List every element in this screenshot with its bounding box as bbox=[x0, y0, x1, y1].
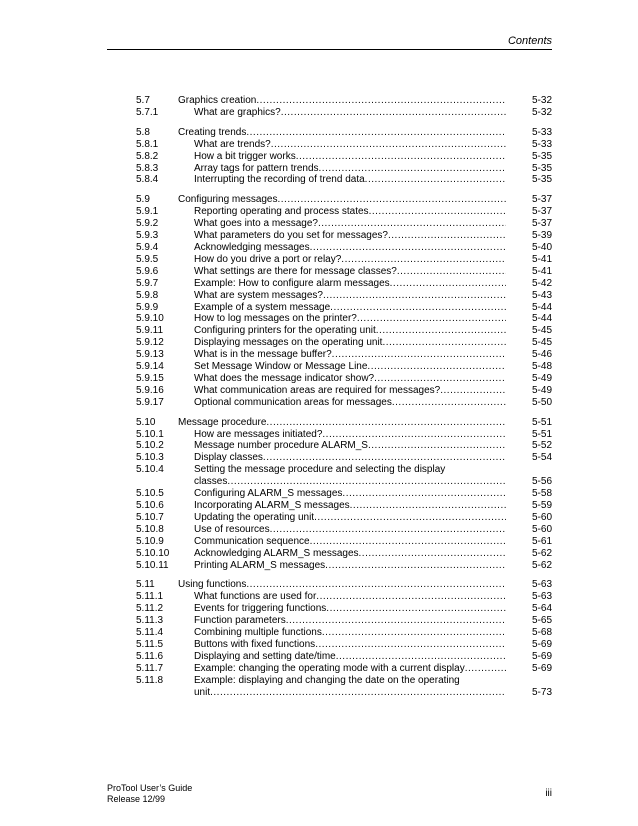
toc-entry-page: 5-43 bbox=[531, 289, 552, 301]
toc-entry-page: 5-63 bbox=[531, 579, 552, 591]
toc-entry-number: 5.8.3 bbox=[136, 162, 159, 174]
toc-entry-page: 5-51 bbox=[531, 416, 552, 428]
toc-entry[interactable] bbox=[136, 579, 552, 591]
toc-entry-title-wrap bbox=[178, 397, 506, 409]
toc-entry-title: What does the message indicator show? bbox=[194, 372, 375, 384]
toc-entry-page: 5-44 bbox=[531, 301, 552, 313]
toc-entry[interactable] bbox=[136, 163, 552, 175]
toc-entry-number: 5.11.7 bbox=[136, 662, 164, 674]
toc-entry-number: 5.11 bbox=[136, 579, 155, 591]
toc-entry-number: 5.9.10 bbox=[136, 313, 164, 325]
toc-entry[interactable] bbox=[136, 429, 552, 441]
toc-section bbox=[136, 417, 552, 572]
header-divider bbox=[107, 49, 552, 50]
toc-entry-page: 5-37 bbox=[531, 194, 552, 206]
toc-entry-title: Message number procedure ALARM_S bbox=[194, 440, 368, 452]
dot-leader bbox=[210, 687, 506, 699]
toc-entry[interactable] bbox=[136, 107, 552, 119]
toc-entry[interactable] bbox=[136, 266, 552, 278]
toc-entry-title-wrap bbox=[178, 548, 506, 560]
toc-entry-page: 5-35 bbox=[531, 162, 552, 174]
toc-entry[interactable] bbox=[136, 440, 552, 452]
toc-entry[interactable] bbox=[136, 591, 552, 603]
toc-entry[interactable] bbox=[136, 302, 552, 314]
toc-entry-page: 5-60 bbox=[531, 523, 552, 535]
toc-entry-title: Interrupting the recording of trend data bbox=[194, 174, 365, 186]
toc-entry-title: Displaying messages on the operating unit bbox=[194, 337, 383, 349]
dot-leader bbox=[310, 242, 506, 254]
toc-entry-page: 5-49 bbox=[531, 372, 552, 384]
toc-entry-title: Example: changing the operating mode with a current display bbox=[194, 662, 465, 674]
toc-entry-title-wrap bbox=[178, 95, 506, 107]
dot-leader bbox=[388, 230, 506, 242]
toc-entry[interactable] bbox=[136, 524, 552, 536]
toc-entry-title: Configuring printers for the operating unit bbox=[194, 325, 376, 337]
dot-leader bbox=[323, 290, 506, 302]
toc-section bbox=[136, 579, 552, 698]
toc-entry-page: 5-62 bbox=[531, 547, 552, 559]
toc-entry-page: 5-37 bbox=[531, 218, 552, 230]
toc-entry-number: 5.9.5 bbox=[136, 253, 159, 265]
dot-leader bbox=[314, 512, 506, 524]
dot-leader bbox=[325, 560, 506, 572]
toc-entry-title: Configuring ALARM_S messages bbox=[194, 488, 343, 500]
footer-info bbox=[107, 783, 192, 805]
toc-entry-page: 5-56 bbox=[531, 476, 552, 488]
toc-entry[interactable] bbox=[136, 397, 552, 409]
toc-entry-title: Combining multiple functions bbox=[194, 627, 322, 639]
toc-entry-title-wrap bbox=[178, 194, 506, 206]
toc-entry-page: 5-41 bbox=[531, 265, 552, 277]
toc-entry-number: 5.9.16 bbox=[136, 384, 164, 396]
dot-leader bbox=[316, 591, 506, 603]
toc-entry[interactable] bbox=[136, 560, 552, 572]
toc-entry-title: Communication sequence bbox=[194, 535, 310, 547]
toc-entry[interactable] bbox=[136, 373, 552, 385]
dot-leader bbox=[281, 107, 506, 119]
toc-entry[interactable] bbox=[136, 139, 552, 151]
toc-entry[interactable] bbox=[136, 675, 552, 699]
toc-entry-number: 5.10.3 bbox=[136, 452, 164, 464]
dot-leader bbox=[326, 603, 506, 615]
toc-entry-page: 5-45 bbox=[531, 337, 552, 349]
toc-entry-page: 5-33 bbox=[531, 138, 552, 150]
dot-leader bbox=[341, 254, 506, 266]
toc-entry-number: 5.11.3 bbox=[136, 615, 164, 627]
toc-entry-title-wrap bbox=[178, 385, 506, 397]
toc-entry-title-wrap bbox=[178, 230, 506, 242]
footer-page-number: iii bbox=[545, 788, 552, 799]
toc-entry-title-wrap bbox=[178, 603, 506, 615]
dot-leader bbox=[367, 361, 506, 373]
toc-entry-page: 5-64 bbox=[531, 603, 552, 615]
toc-entry-number: 5.9.8 bbox=[136, 289, 159, 301]
toc-entry-number: 5.9.7 bbox=[136, 277, 159, 289]
toc-entry[interactable] bbox=[136, 627, 552, 639]
dot-leader bbox=[227, 476, 506, 488]
toc-entry-number: 5.8.2 bbox=[136, 150, 159, 162]
toc-entry-title: What are trends? bbox=[194, 138, 271, 150]
dot-leader bbox=[271, 139, 506, 151]
toc-entry-number: 5.9.17 bbox=[136, 396, 164, 408]
dot-leader bbox=[390, 278, 506, 290]
toc-entry-title-wrap bbox=[178, 417, 506, 429]
toc-entry[interactable] bbox=[136, 536, 552, 548]
toc-entry[interactable] bbox=[136, 361, 552, 373]
toc-entry-title: How are messages initiated? bbox=[194, 428, 323, 440]
toc-entry-title: How do you drive a port or relay? bbox=[194, 253, 342, 265]
toc-entry-page: 5-32 bbox=[531, 106, 552, 118]
dot-leader bbox=[465, 663, 506, 675]
toc-entry-page: 5-73 bbox=[531, 686, 552, 698]
toc-entry[interactable] bbox=[136, 464, 552, 488]
toc-entry-title-wrap bbox=[178, 174, 506, 186]
toc-entry-number: 5.9.3 bbox=[136, 230, 159, 242]
dot-leader bbox=[246, 127, 506, 139]
toc-entry-title-wrap bbox=[178, 242, 506, 254]
toc-entry-multiline bbox=[194, 464, 506, 488]
toc-entry-title: How a bit trigger works bbox=[194, 150, 296, 162]
toc-entry-title: Example of a system message bbox=[194, 301, 331, 313]
toc-entry[interactable] bbox=[136, 290, 552, 302]
dot-leader bbox=[246, 579, 506, 591]
toc-entry-page: 5-45 bbox=[531, 325, 552, 337]
toc-entry-number: 5.8.1 bbox=[136, 138, 159, 150]
dot-leader bbox=[365, 174, 506, 186]
toc-entry-title-wrap bbox=[178, 615, 506, 627]
toc-section bbox=[136, 95, 552, 119]
toc-entry-title: Graphics creation bbox=[178, 95, 257, 106]
toc-entry-number: 5.9.15 bbox=[136, 372, 164, 384]
toc-entry-title: Reporting operating and process states bbox=[194, 206, 369, 218]
toc-entry-number: 5.7.1 bbox=[136, 106, 159, 118]
toc-entry-title: Message procedure bbox=[178, 416, 267, 428]
dot-leader bbox=[322, 627, 506, 639]
toc-entry-page: 5-62 bbox=[531, 559, 552, 571]
toc-entry-number: 5.10.6 bbox=[136, 500, 164, 511]
dot-leader bbox=[376, 325, 506, 337]
toc-entry-page: 5-63 bbox=[531, 591, 552, 603]
toc-entry-number: 5.9.13 bbox=[136, 349, 164, 361]
toc-entry-title: Acknowledging ALARM_S messages bbox=[194, 547, 359, 559]
toc-entry-title-continued: unit bbox=[194, 686, 211, 698]
toc-entry-title-wrap bbox=[178, 337, 506, 349]
dot-leader bbox=[374, 373, 506, 385]
toc-entry[interactable] bbox=[136, 512, 552, 524]
dot-leader bbox=[397, 266, 506, 278]
toc-entry[interactable] bbox=[136, 127, 552, 139]
toc-entry-page: 5-33 bbox=[531, 126, 552, 138]
toc-entry-title: What are system messages? bbox=[194, 289, 323, 301]
toc-entry-title-wrap bbox=[178, 536, 506, 548]
toc-entry[interactable] bbox=[136, 218, 552, 230]
running-header-title: Contents bbox=[507, 35, 552, 47]
toc-entry-title: What functions are used for bbox=[194, 591, 317, 603]
toc-entry-title-wrap bbox=[178, 361, 506, 373]
toc-entry-title: Using functions bbox=[178, 579, 247, 591]
toc-entry-number: 5.9.4 bbox=[136, 241, 159, 253]
dot-leader bbox=[315, 639, 506, 651]
toc-entry-title-wrap bbox=[178, 560, 506, 572]
toc-entry-title-wrap bbox=[178, 302, 506, 314]
toc-entry[interactable] bbox=[136, 349, 552, 361]
toc-entry-title-wrap bbox=[178, 627, 506, 639]
toc-entry-title-wrap bbox=[178, 127, 506, 139]
toc-entry[interactable] bbox=[136, 313, 552, 325]
toc-entry-title: Acknowledging messages bbox=[194, 241, 310, 253]
toc-entry-title: What goes into a message? bbox=[194, 218, 318, 230]
toc-entry-number: 5.9 bbox=[136, 194, 150, 206]
dot-leader bbox=[319, 163, 506, 175]
dot-leader bbox=[270, 524, 506, 536]
toc-entry-title-wrap bbox=[178, 663, 506, 675]
toc-entry-number: 5.10.7 bbox=[136, 511, 164, 523]
toc-entry-number: 5.9.1 bbox=[136, 206, 159, 218]
toc-entry-title-wrap bbox=[178, 218, 506, 230]
toc-entry-number: 5.9.14 bbox=[136, 361, 164, 373]
toc-entry[interactable] bbox=[136, 548, 552, 560]
toc-entry[interactable] bbox=[136, 95, 552, 107]
toc-entry-title-wrap bbox=[178, 290, 506, 302]
toc-entry-title: Events for triggering functions bbox=[194, 603, 327, 615]
dot-leader bbox=[332, 349, 506, 361]
toc-entry-number: 5.9.2 bbox=[136, 218, 159, 230]
toc-entry-title-wrap bbox=[178, 512, 506, 524]
toc-entry-page: 5-35 bbox=[531, 174, 552, 186]
toc-entry-title: Updating the operating unit bbox=[194, 511, 315, 523]
toc-entry-title-wrap bbox=[178, 325, 506, 337]
toc-entry-multiline bbox=[194, 675, 506, 699]
toc-entry-number: 5.9.9 bbox=[136, 301, 159, 313]
toc-entry[interactable] bbox=[136, 278, 552, 290]
toc-entry-title-continued: classes bbox=[194, 476, 228, 488]
toc-entry-title-wrap bbox=[178, 313, 506, 325]
toc-entry-page: 5-52 bbox=[531, 440, 552, 452]
toc-entry-number: 5.10 bbox=[136, 416, 156, 428]
toc-entry-title-wrap bbox=[178, 163, 506, 175]
toc-entry-title-wrap bbox=[178, 349, 506, 361]
toc-entry-page: 5-51 bbox=[531, 428, 552, 440]
dot-leader bbox=[286, 615, 506, 627]
toc-entry-title: What are graphics? bbox=[194, 106, 281, 118]
toc-entry-title: Function parameters bbox=[194, 615, 286, 627]
toc-entry-title-wrap bbox=[178, 139, 506, 151]
dot-leader bbox=[342, 488, 506, 500]
toc-entry-page: 5-37 bbox=[531, 206, 552, 218]
toc-entry-page: 5-69 bbox=[531, 662, 552, 674]
toc-entry-title: What communication areas are required for messages? bbox=[194, 384, 441, 396]
toc-entry-number: 5.10.4 bbox=[136, 464, 164, 476]
toc-entry-page: 5-58 bbox=[531, 488, 552, 500]
toc-entry-page: 5-65 bbox=[531, 615, 552, 627]
toc-entry-number: 5.11.5 bbox=[136, 638, 164, 650]
dot-leader bbox=[369, 206, 506, 218]
dot-leader bbox=[440, 385, 506, 397]
toc-entry-title-wrap bbox=[178, 488, 506, 500]
toc-entry-title-wrap bbox=[178, 206, 506, 218]
toc-entry[interactable] bbox=[136, 639, 552, 651]
toc-entry-title: How to log messages on the printer? bbox=[194, 313, 357, 325]
toc-entry-title-wrap bbox=[178, 151, 506, 163]
toc-entry-title-wrap bbox=[178, 254, 506, 266]
toc-entry-page: 5-61 bbox=[531, 535, 552, 547]
dot-leader bbox=[336, 651, 506, 663]
toc-entry[interactable] bbox=[136, 452, 552, 464]
toc-entry[interactable] bbox=[136, 603, 552, 615]
toc-entry-page: 5-48 bbox=[531, 361, 552, 373]
toc-section bbox=[136, 194, 552, 408]
toc-entry-title-wrap bbox=[178, 675, 506, 699]
toc-entry-number: 5.10.9 bbox=[136, 535, 164, 547]
dot-leader bbox=[350, 500, 506, 512]
toc-entry-title-wrap bbox=[178, 373, 506, 385]
dot-leader bbox=[318, 218, 506, 230]
toc-entry-title: What settings are there for message classes? bbox=[194, 265, 397, 277]
toc-entry-title: Buttons with fixed functions bbox=[194, 638, 316, 650]
toc-entry-number: 5.11.8 bbox=[136, 674, 164, 686]
toc-entry-number: 5.10.11 bbox=[136, 559, 169, 571]
toc-entry-title-wrap bbox=[178, 500, 506, 512]
footer-release: Release 12/99 bbox=[107, 794, 166, 804]
toc-entry-title: Optional communication areas for messages bbox=[194, 396, 392, 408]
toc-entry-number: 5.11.4 bbox=[136, 627, 164, 639]
toc-entry-title-wrap bbox=[178, 591, 506, 603]
toc-entry[interactable] bbox=[136, 325, 552, 337]
dot-leader bbox=[322, 429, 506, 441]
toc-entry-number: 5.11.2 bbox=[136, 603, 164, 615]
dot-leader bbox=[263, 452, 506, 464]
toc-entry-number: 5.11.6 bbox=[136, 650, 164, 662]
toc-entry-title-wrap bbox=[178, 651, 506, 663]
dot-leader bbox=[382, 337, 506, 349]
toc-entry-title: Creating trends bbox=[178, 126, 247, 138]
toc-entry-page: 5-59 bbox=[531, 500, 552, 511]
dot-leader bbox=[278, 194, 507, 206]
toc-entry-title-wrap bbox=[178, 107, 506, 119]
toc-entry-title: Use of resources bbox=[194, 523, 270, 535]
toc-entry-title: Example: displaying and changing the date on the operating bbox=[194, 674, 460, 686]
toc-entry-page: 5-39 bbox=[531, 230, 552, 242]
dot-leader bbox=[330, 302, 506, 314]
toc-entry-number: 5.8.4 bbox=[136, 174, 159, 186]
toc-entry-page: 5-44 bbox=[531, 313, 552, 325]
toc-entry[interactable] bbox=[136, 174, 552, 186]
toc-section bbox=[136, 127, 552, 187]
toc-entry-title: Incorporating ALARM_S messages bbox=[194, 500, 350, 511]
toc-entry-title: Setting the message procedure and selecting the display bbox=[194, 464, 446, 476]
toc-entry-number: 5.7 bbox=[136, 95, 150, 106]
toc-entry[interactable] bbox=[136, 206, 552, 218]
toc-entry-number: 5.8 bbox=[136, 126, 150, 138]
toc-entry-title-wrap bbox=[178, 639, 506, 651]
toc-entry-title: Configuring messages bbox=[178, 194, 278, 206]
toc-entry-title: Displaying and setting date/time bbox=[194, 650, 336, 662]
dot-leader bbox=[310, 536, 506, 548]
toc-entry-page: 5-68 bbox=[531, 627, 552, 639]
toc-entry-title-wrap bbox=[178, 579, 506, 591]
toc-entry-number: 5.10.8 bbox=[136, 523, 164, 535]
toc-entry[interactable] bbox=[136, 194, 552, 206]
toc-entry-page: 5-49 bbox=[531, 384, 552, 396]
toc-entry-page: 5-41 bbox=[531, 253, 552, 265]
toc-entry-number: 5.10.5 bbox=[136, 488, 164, 500]
dot-leader bbox=[368, 440, 506, 452]
toc-entry-title-wrap bbox=[178, 278, 506, 290]
toc-entry[interactable] bbox=[136, 230, 552, 242]
toc-entry-title-wrap bbox=[178, 429, 506, 441]
toc-entry-page: 5-69 bbox=[531, 650, 552, 662]
toc-entry[interactable] bbox=[136, 500, 552, 512]
toc-entry-number: 5.9.11 bbox=[136, 325, 164, 337]
dot-leader bbox=[357, 313, 506, 325]
toc-entry[interactable] bbox=[136, 337, 552, 349]
toc-entry-title-wrap bbox=[178, 452, 506, 464]
footer-guide-title: ProTool User’s Guide bbox=[107, 783, 193, 793]
table-of-contents bbox=[136, 95, 552, 707]
dot-leader bbox=[392, 397, 506, 409]
dot-leader bbox=[266, 417, 506, 429]
toc-entry-title: Set Message Window or Message Line bbox=[194, 361, 368, 373]
toc-entry[interactable] bbox=[136, 151, 552, 163]
toc-entry[interactable] bbox=[136, 651, 552, 663]
dot-leader bbox=[296, 151, 506, 163]
toc-entry[interactable] bbox=[136, 615, 552, 627]
toc-entry-title-wrap bbox=[178, 524, 506, 536]
toc-entry-page: 5-35 bbox=[531, 150, 552, 162]
toc-entry-page: 5-54 bbox=[531, 452, 552, 464]
toc-entry-title-wrap bbox=[178, 266, 506, 278]
toc-entry-number: 5.11.1 bbox=[136, 591, 164, 603]
dot-leader bbox=[256, 95, 506, 107]
toc-entry-number: 5.9.6 bbox=[136, 265, 159, 277]
toc-entry-page: 5-32 bbox=[531, 95, 552, 106]
toc-entry-title: Printing ALARM_S messages bbox=[194, 559, 326, 571]
toc-entry[interactable] bbox=[136, 417, 552, 429]
toc-entry-page: 5-46 bbox=[531, 349, 552, 361]
toc-entry-title: What parameters do you set for messages? bbox=[194, 230, 388, 242]
toc-entry-page: 5-42 bbox=[531, 277, 552, 289]
toc-entry-page: 5-60 bbox=[531, 511, 552, 523]
toc-entry-page: 5-69 bbox=[531, 638, 552, 650]
toc-entry-number: 5.10.2 bbox=[136, 440, 164, 452]
toc-entry-page: 5-40 bbox=[531, 241, 552, 253]
toc-entry-page: 5-50 bbox=[531, 396, 552, 408]
toc-entry-title: Display classes bbox=[194, 452, 263, 464]
toc-entry-number: 5.10.1 bbox=[136, 428, 164, 440]
toc-entry-title-wrap bbox=[178, 440, 506, 452]
toc-entry[interactable] bbox=[136, 385, 552, 397]
toc-entry-number: 5.10.10 bbox=[136, 547, 170, 559]
toc-entry-title-wrap bbox=[178, 464, 506, 488]
toc-entry-title: Example: How to configure alarm messages bbox=[194, 277, 390, 289]
toc-entry-title: Array tags for pattern trends bbox=[194, 162, 319, 174]
toc-entry[interactable] bbox=[136, 242, 552, 254]
dot-leader bbox=[359, 548, 506, 560]
toc-entry[interactable] bbox=[136, 488, 552, 500]
toc-entry[interactable] bbox=[136, 254, 552, 266]
toc-entry[interactable] bbox=[136, 663, 552, 675]
toc-entry-title: What is in the message buffer? bbox=[194, 349, 332, 361]
toc-entry-number: 5.9.12 bbox=[136, 337, 164, 349]
